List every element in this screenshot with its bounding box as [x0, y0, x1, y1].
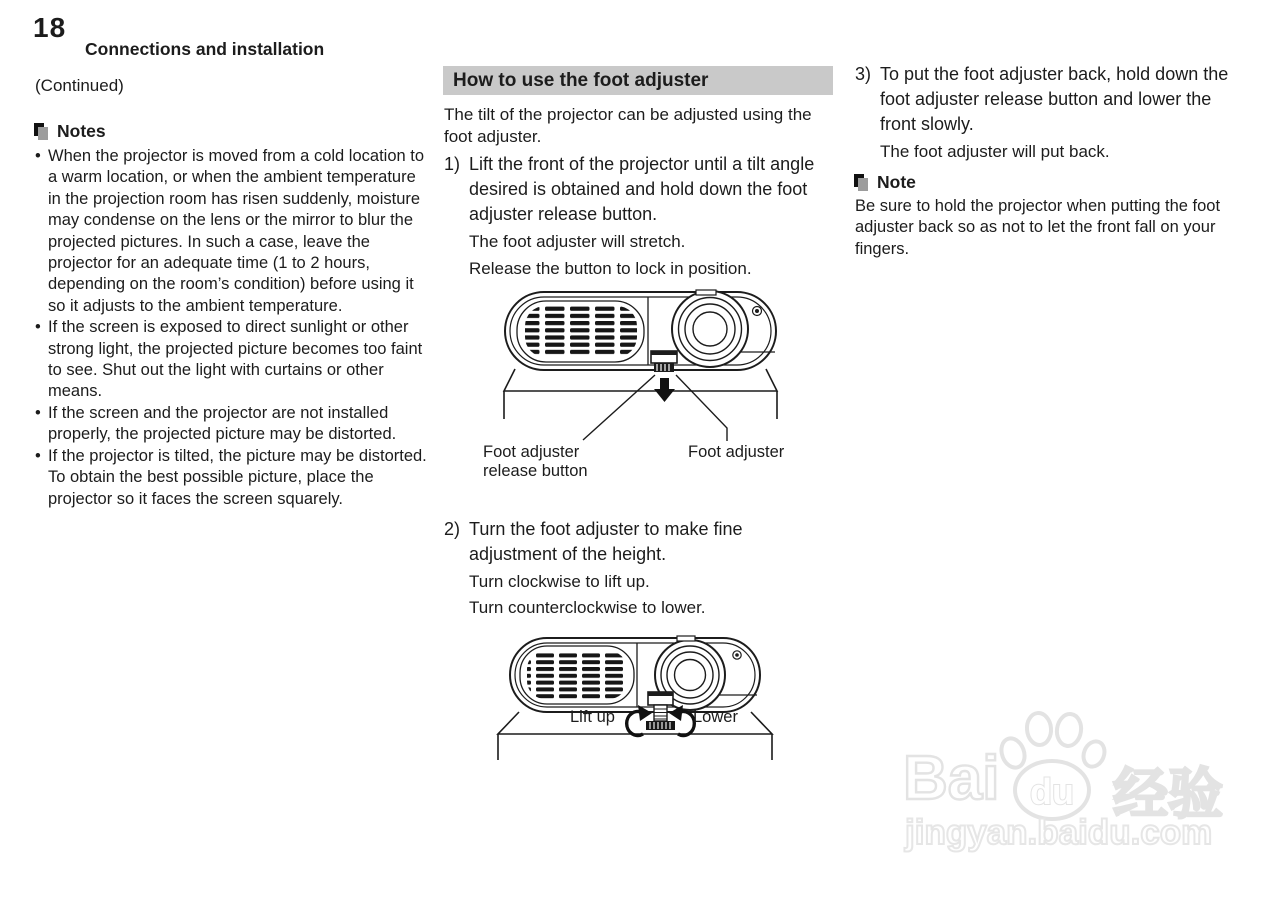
step-2-sub-2: Turn counterclockwise to lower. — [469, 598, 706, 617]
note-item: • If the screen and the projector are not installed properly, the projected picture may be distorted. — [35, 403, 431, 446]
label-foot-adjuster: Foot adjuster — [688, 443, 785, 461]
step-number: 3) — [855, 64, 872, 84]
leader-lines — [583, 375, 727, 441]
step-1-sub-2: Release the button to lock in position. — [469, 259, 752, 278]
note-body: Be sure to hold the projector when putting the foot adjuster back so as not to let the front fall on your fingers. — [855, 197, 1221, 258]
table-outline — [504, 369, 777, 419]
watermark-paw-icon — [990, 705, 1112, 823]
down-arrow-icon — [654, 378, 675, 402]
vent-grille — [527, 651, 627, 699]
notes-heading — [34, 121, 106, 142]
step-2-sub-1: Turn clockwise to lift up. — [469, 572, 650, 591]
projector-drawing — [490, 633, 800, 770]
step-text: Turn the foot adjuster to make fine adjustment of the height. — [469, 519, 743, 564]
watermark — [895, 700, 1235, 870]
continued-label: (Continued) — [35, 76, 124, 95]
note-heading-label: Note — [877, 172, 916, 192]
step-text: Lift the front of the projector until a tilt angle desired is obtained and hold down the foot adjuster release button. — [469, 154, 815, 224]
step-3 — [855, 62, 1247, 137]
projector-front-diagram-1 — [470, 285, 810, 485]
step-2 — [444, 517, 834, 567]
watermark-paw-text: du — [1030, 771, 1074, 812]
note-item: • If the projector is tilted, the picture may be distorted. To obtain the best possible picture, place the projector so it faces the screen squarely. — [35, 446, 431, 510]
section-header: How to use the foot adjuster — [443, 66, 833, 95]
watermark-brand-left: Bai — [903, 744, 1000, 813]
watermark-brand-right: 经验 — [1113, 763, 1224, 825]
projector-front-diagram-2 — [490, 633, 800, 770]
projector-body — [505, 290, 776, 370]
label-lower: Lower — [693, 708, 738, 726]
note-icon — [854, 174, 870, 191]
page-number: 18 — [33, 12, 67, 43]
vent-grille — [525, 306, 637, 357]
step-number: 1) — [444, 154, 461, 174]
step-text: To put the foot adjuster back, hold down the foot adjuster release button and lower the front slowly. — [880, 64, 1229, 134]
step-3-sub-1: The foot adjuster will put back. — [880, 142, 1110, 161]
note-heading — [854, 172, 916, 193]
step-1-sub-1: The foot adjuster will stretch. — [469, 232, 686, 251]
note-icon — [34, 123, 50, 140]
step-number: 2) — [444, 519, 461, 539]
note-item: • If the screen is exposed to direct sunlight or other strong light, the projected picture becomes too faint to see. Shut out the light with curtains or other means. — [35, 317, 431, 403]
intro-paragraph: The tilt of the projector can be adjusted using the foot adjuster. — [444, 105, 812, 146]
section-title: Connections and installation — [85, 39, 325, 59]
foot-adjuster — [651, 351, 677, 372]
notes-list — [35, 146, 431, 510]
label-foot-adjuster-release-button: Foot adjuster release button — [483, 443, 588, 480]
notes-heading-label: Notes — [57, 121, 106, 141]
watermark-url: jingyan.baidu.com — [905, 813, 1213, 852]
note-item: • When the projector is moved from a cold location to a warm location, or when the ambient temperature in the projection room has risen suddenly, moisture may condense on the lens or the mirror to blur the projected pictures. In such a case, leave the projector for an adequate time (1 to 2 hours, depending on the room’s condition) before using it so it adjusts to the ambient temperature. — [35, 146, 431, 317]
label-lift-up: Lift up — [570, 708, 615, 726]
step-1 — [444, 152, 834, 227]
projector-body — [510, 636, 760, 712]
